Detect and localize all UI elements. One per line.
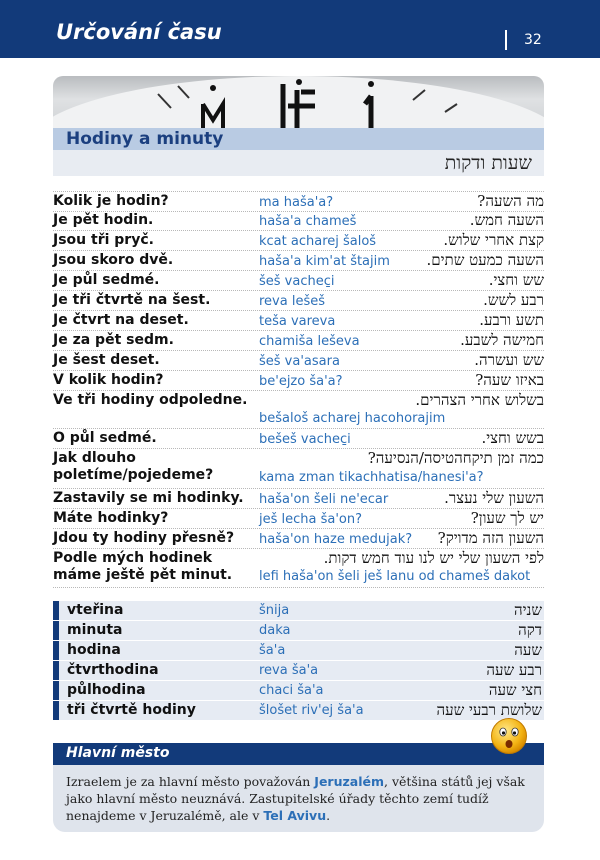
phrase-czech: Jsou tři pryč. — [53, 232, 154, 248]
vocab-czech: vteřina — [67, 602, 124, 618]
phrase-czech: Kolik je hodin? — [53, 193, 169, 209]
phrase-transliteration: kama zman tikachhatisa/hanesi'a? — [259, 470, 484, 485]
phrase-hebrew: תשע ורבע. — [479, 311, 544, 329]
vocab-hebrew: שניה — [513, 601, 542, 619]
vocab-row — [53, 601, 544, 620]
info-text-part: . — [326, 808, 331, 823]
phrase-czech: Jdou ty hodiny přesně? — [53, 530, 235, 546]
phrase-czech: Podle mých hodinek máme ještě pět minut. — [53, 550, 233, 583]
info-highlight-city: Tel Avivu — [263, 808, 327, 823]
info-text-part: Izraelem je za hlavní město považován — [66, 774, 315, 789]
phrase-czech: Je pět hodin. — [53, 212, 154, 228]
phrase-transliteration: ješ lecha ša'on? — [259, 512, 363, 527]
info-text-part: , většina států jej však jako hlavní město neuznává. Zastupitelské úřady těchto zemí tudíž nenajdeme v Jeruzalémě, ale v — [66, 774, 525, 823]
phrase-hebrew: השעה כמעט שתים. — [426, 251, 544, 269]
phrase-row — [53, 231, 544, 251]
vocab-row — [53, 641, 544, 660]
phrase-hebrew: כמה זמן תיקחהטיסה/הנסיעה? — [367, 449, 544, 467]
phrase-hebrew: השעה חמש. — [469, 211, 544, 229]
chapter-title: Určování času — [56, 20, 222, 44]
vocab-row — [53, 701, 544, 720]
phrase-transliteration: kcat acharej šaloš — [259, 234, 377, 249]
phrase-transliteration: be'ejzo ša'a? — [259, 374, 343, 389]
phrase-hebrew: השעון שלי נעצר. — [444, 489, 544, 507]
phrase-row — [53, 549, 544, 588]
vocab-bar — [53, 601, 59, 620]
vocabulary-box — [53, 601, 544, 721]
phrase-czech: Zastavily se mi hodinky. — [53, 490, 244, 506]
surprised-face-icon — [490, 717, 528, 755]
phrase-transliteration: haša'a kim'at štajim — [259, 254, 390, 269]
phrase-transliteration: šeš vachec̱i — [259, 274, 335, 289]
phrase-hebrew: שש ועשרה. — [474, 351, 544, 369]
vocab-transliteration: šlošet riv'ej ša'a — [259, 703, 364, 718]
phrase-transliteration: šeš va'asara — [259, 354, 340, 369]
info-text — [66, 773, 536, 824]
phrase-hebrew: רבע לשש. — [483, 291, 544, 309]
section-title-hebrew: שעות ודקות — [444, 152, 532, 174]
phrase-transliteration: ma haša'a? — [259, 195, 334, 210]
phrase-transliteration: bešaloš acharej hacohorajim — [259, 411, 446, 426]
phrase-czech: Jsou skoro dvě. — [53, 252, 174, 268]
section-subheader — [53, 150, 544, 176]
phrase-row — [53, 191, 544, 212]
phrase-czech: Ve tři hodiny odpoledne. — [53, 392, 248, 408]
phrase-hebrew: לפי השעון שלי יש לנו עוד חמש דקות. — [323, 549, 544, 567]
phrase-row — [53, 251, 544, 271]
vocab-transliteration: daka — [259, 623, 291, 638]
phrase-row — [53, 311, 544, 331]
phrase-czech: Je půl sedmé. — [53, 272, 160, 288]
info-box — [53, 743, 544, 832]
phrase-hebrew: קצת אחרי שלוש. — [443, 231, 544, 249]
page-number: 32 — [524, 32, 542, 48]
vocab-czech: čtvrthodina — [67, 662, 159, 678]
phrase-czech: O půl sedmé. — [53, 430, 157, 446]
phrase-transliteration: haša'on šeli ne'ecar — [259, 492, 389, 507]
phrase-row — [53, 391, 544, 429]
phrase-row — [53, 529, 544, 549]
phrase-row — [53, 271, 544, 291]
phrase-hebrew: בשש וחצי. — [481, 429, 544, 447]
phrase-row — [53, 509, 544, 529]
info-title: Hlavní město — [66, 745, 170, 761]
section-header — [53, 128, 544, 150]
phrase-hebrew: יש לך שעון? — [470, 509, 544, 527]
vocab-bar — [53, 661, 59, 680]
phrase-czech: V kolik hodin? — [53, 372, 164, 388]
info-header — [53, 743, 544, 765]
phrase-hebrew: באיזו שעה? — [475, 371, 544, 389]
phrase-hebrew: השעון הזה מדויק? — [437, 529, 544, 547]
phrase-row — [53, 429, 544, 449]
vocab-transliteration: chaci ša'a — [259, 683, 324, 698]
vocab-bar — [53, 641, 59, 660]
phrase-transliteration: reva lešeš — [259, 294, 326, 309]
phrase-row — [53, 331, 544, 351]
phrase-transliteration: chamiša leševa — [259, 334, 360, 349]
phrase-row — [53, 211, 544, 231]
phrase-czech: Máte hodinky? — [53, 510, 169, 526]
vocab-row — [53, 681, 544, 700]
phrase-row — [53, 371, 544, 391]
vocab-bar — [53, 681, 59, 700]
phrase-hebrew: חמישה לשבע. — [460, 331, 544, 349]
vocab-czech: minuta — [67, 622, 123, 638]
section-title: Hodiny a minuty — [66, 129, 224, 149]
phrase-transliteration: haša'a chameš — [259, 214, 357, 229]
vocab-bar — [53, 621, 59, 640]
vocab-hebrew: שעה — [514, 641, 542, 659]
vocab-hebrew: רבע שעה — [486, 661, 542, 679]
phrase-czech: Je tři čtvrtě na šest. — [53, 292, 211, 308]
vocab-hebrew: דקה — [518, 621, 542, 639]
vocab-czech: půlhodina — [67, 682, 146, 698]
vocab-bar — [53, 701, 59, 720]
phrase-transliteration: teša vareva — [259, 314, 336, 329]
phrase-row — [53, 489, 544, 509]
vocab-hebrew: חצי שעה — [488, 681, 542, 699]
vocab-czech: hodina — [67, 642, 121, 658]
phrase-czech: Je čtvrt na deset. — [53, 312, 189, 328]
phrase-czech: Je za pět sedm. — [53, 332, 174, 348]
info-highlight-capital: Jeruzalém — [314, 774, 384, 789]
vocab-row — [53, 661, 544, 680]
phrase-czech: Je šest deset. — [53, 352, 160, 368]
phrase-czech: Jak dlouho poletíme/pojedeme? — [53, 450, 214, 483]
phrase-row — [53, 449, 544, 489]
vocab-transliteration: šnija — [259, 603, 290, 618]
vocab-transliteration: ša'a — [259, 643, 286, 658]
phrase-hebrew: מה השעה? — [477, 192, 544, 210]
phrase-hebrew: בשלוש אחרי הצהרים. — [415, 391, 544, 409]
phrase-hebrew: שש וחצי. — [488, 271, 544, 289]
phrase-row — [53, 351, 544, 371]
phrase-row — [53, 291, 544, 311]
vocab-hebrew: שלושת רבעי שעה — [436, 701, 542, 719]
vocab-czech: tři čtvrtě hodiny — [67, 702, 196, 718]
phrase-transliteration: haša'on haze medujak? — [259, 532, 413, 547]
vocab-transliteration: reva ša'a — [259, 663, 319, 678]
phrase-transliteration: bešeš vachec̱i — [259, 432, 351, 447]
vocab-row — [53, 621, 544, 640]
phrase-transliteration: lefi haša'on šeli ješ lanu od chameš dakot — [259, 569, 531, 584]
clock-photo — [53, 76, 544, 128]
page-divider — [505, 30, 507, 50]
top-bar — [0, 0, 600, 58]
